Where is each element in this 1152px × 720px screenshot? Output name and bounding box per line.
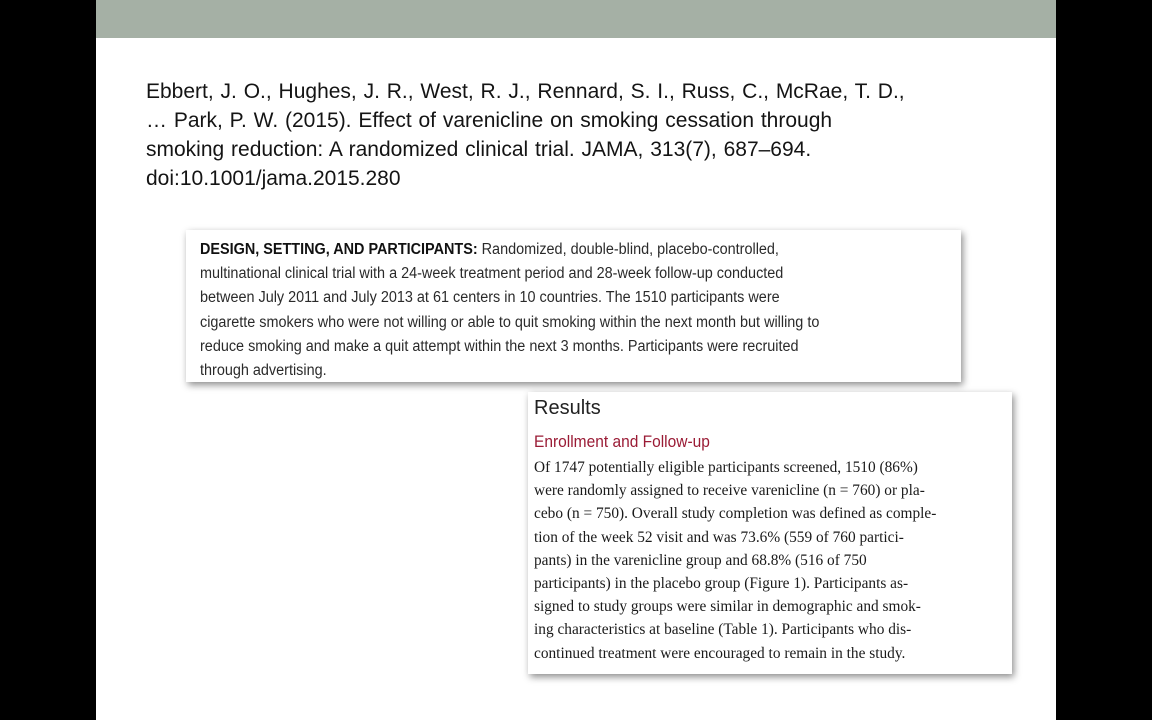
slide (96, 0, 1056, 720)
citation-line: smoking reduction: A randomized clinical trial. JAMA, 313(7), 687–694. (146, 138, 812, 161)
results-line: Of 1747 potentially eligible participants screened, 1510 (86%) (534, 459, 918, 476)
citation-line: doi:10.1001/jama.2015.280 (146, 167, 401, 190)
design-heading: DESIGN, SETTING, AND PARTICIPANTS: (200, 241, 478, 258)
results-heading: Results (534, 397, 601, 419)
results-paragraph (534, 456, 936, 665)
slide-header-bar (96, 0, 1056, 38)
results-line: continued treatment were encouraged to remain in the study. (534, 644, 906, 662)
design-excerpt-text (200, 238, 819, 383)
design-line: reduce smoking and make a quit attempt within the next 3 months. Participants were recruited (200, 337, 799, 355)
results-line: tion of the week 52 visit and was 73.6% (559 of 760 partici- (534, 528, 904, 546)
design-line: multinational clinical trial with a 24-week treatment period and 28-week follow-up conducted (200, 265, 784, 283)
design-line: through advertising. (200, 362, 327, 380)
results-line: participants) in the placebo group (Figure 1). Participants as- (534, 575, 909, 593)
design-line: between July 2011 and July 2013 at 61 centers in 10 countries. The 1510 participants were (200, 289, 780, 307)
design-first-line-text: Randomized, double-blind, placebo-controlled, (477, 241, 779, 258)
results-line: signed to study groups were similar in demographic and smok- (534, 598, 921, 616)
results-line: pants) in the varenicline group and 68.8% (516 of 750 (534, 551, 867, 569)
results-excerpt-box (528, 392, 1012, 674)
design-line: cigarette smokers who were not willing or able to quit smoking within the next month but willing to (200, 313, 820, 331)
citation-line: Ebbert, J. O., Hughes, J. R., West, R. J., Rennard, S. I., Russ, C., McRae, T. D., (146, 80, 905, 103)
results-line: cebo (n = 750). Overall study completion was defined as comple- (534, 505, 937, 523)
citation-line: … Park, P. W. (2015). Effect of varenicline on smoking cessation through (146, 109, 833, 132)
citation-text (146, 77, 1016, 193)
results-line: were randomly assigned to receive varenicline (n = 760) or pla- (534, 482, 925, 500)
design-line (200, 238, 819, 262)
results-line: ing characteristics at baseline (Table 1). Participants who dis- (534, 621, 912, 639)
design-excerpt-box (186, 230, 961, 382)
results-subheading: Enrollment and Follow-up (534, 433, 710, 451)
